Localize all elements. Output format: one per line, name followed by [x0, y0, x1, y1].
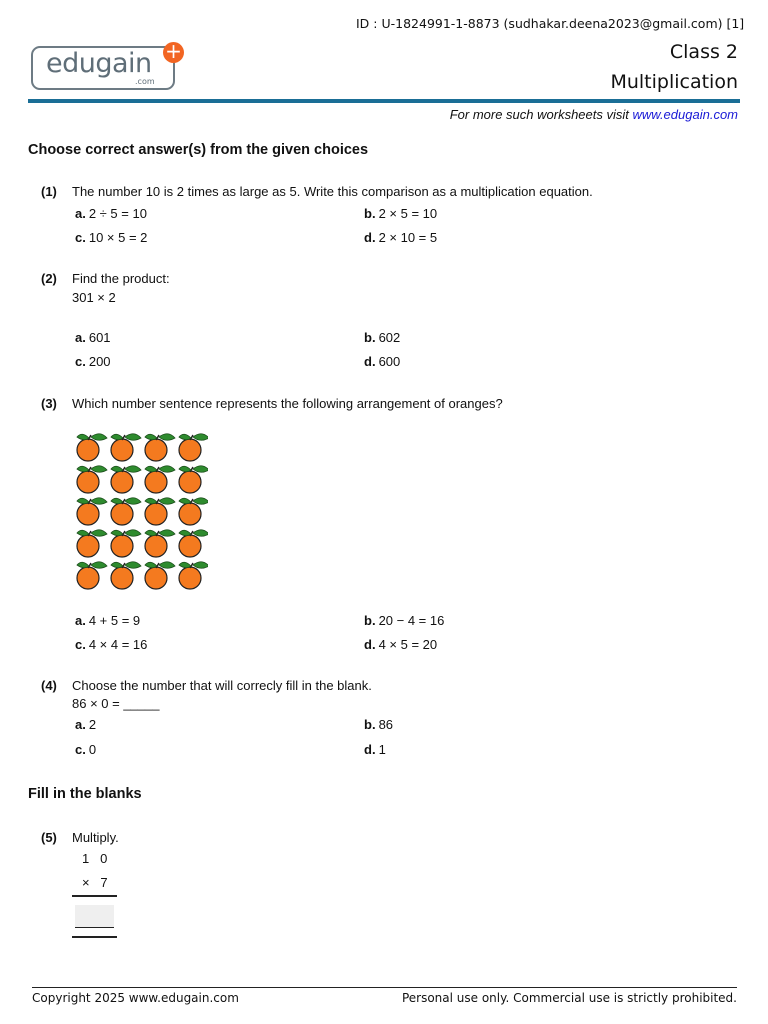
orange-icon — [111, 466, 141, 493]
option-a[interactable] — [75, 206, 147, 221]
option-label: b. — [364, 330, 376, 345]
class-label: Class 2 — [669, 41, 738, 63]
option-text: 86 — [378, 717, 394, 732]
orange-icon — [179, 434, 208, 461]
question-number: (4) — [41, 678, 57, 693]
option-label: c. — [75, 742, 86, 757]
option-label: d. — [364, 742, 376, 757]
question-text: Choose the number that will correcly fill in the blank. — [72, 678, 372, 693]
question-number: (3) — [41, 396, 57, 411]
option-label: c. — [75, 637, 86, 652]
question-expression: 86 × 0 = _____ — [72, 696, 160, 711]
option-a[interactable] — [75, 717, 96, 732]
orange-icon — [145, 498, 175, 525]
option-text: 601 — [88, 330, 111, 345]
answer-underline — [75, 927, 114, 928]
option-label: a. — [75, 206, 86, 221]
orange-icon — [179, 466, 208, 493]
orange-icon — [77, 562, 107, 589]
orange-icon — [145, 434, 175, 461]
orange-icon — [179, 562, 208, 589]
orange-icon — [77, 466, 107, 493]
option-b[interactable] — [364, 330, 400, 345]
option-d[interactable] — [364, 637, 437, 652]
option-label: b. — [364, 717, 376, 732]
question-text: Multiply. — [72, 830, 119, 845]
option-label: d. — [364, 354, 376, 369]
edugain-link[interactable]: www.edugain.com — [632, 107, 738, 122]
question-text: Find the product: — [72, 271, 170, 286]
option-text: 602 — [378, 330, 401, 345]
answer-input[interactable] — [75, 905, 114, 927]
option-text: 1 — [378, 742, 386, 757]
option-d[interactable] — [364, 742, 386, 757]
orange-icon — [77, 498, 107, 525]
orange-icon — [111, 562, 141, 589]
question-number: (2) — [41, 271, 57, 286]
orange-icon — [179, 498, 208, 525]
option-text: 600 — [378, 354, 401, 369]
option-label: c. — [75, 354, 86, 369]
option-text: 2 — [88, 717, 97, 732]
option-d[interactable] — [364, 354, 400, 369]
section-title-mcq: Choose correct answer(s) from the given choices — [28, 142, 369, 158]
question-number: (5) — [41, 830, 57, 845]
option-label: d. — [364, 230, 376, 245]
visit-prefix: For more such worksheets visit — [449, 107, 633, 122]
option-c[interactable] — [75, 742, 96, 757]
option-text: 10 × 5 = 2 — [88, 230, 148, 245]
footer-divider — [32, 987, 737, 988]
footer-copyright: Copyright 2025 www.edugain.com — [32, 991, 239, 1005]
logo-text: edugain — [46, 48, 152, 79]
visit-line — [450, 107, 738, 122]
option-text: 2 × 5 = 10 — [378, 206, 438, 221]
option-b[interactable] — [364, 613, 444, 628]
orange-icon — [145, 530, 175, 557]
option-text: 0 — [88, 742, 97, 757]
option-label: a. — [75, 613, 86, 628]
orange-icon — [111, 530, 141, 557]
orange-icon — [145, 562, 175, 589]
option-text: 2 × 10 = 5 — [378, 230, 438, 245]
header-divider — [28, 99, 740, 103]
orange-arrangement — [72, 432, 208, 592]
footer-notice: Personal use only. Commercial use is strictly prohibited. — [401, 991, 737, 1005]
option-c[interactable] — [75, 637, 147, 652]
question-text: Which number sentence represents the following arrangement of oranges? — [72, 396, 503, 411]
student-id-line: ID : U-1824991-1-8873 (sudhakar.deena2023@gmail.com) [1] — [356, 16, 745, 31]
option-text: 2 ÷ 5 = 10 — [88, 206, 147, 221]
orange-icon — [145, 466, 175, 493]
topic-title: Multiplication — [610, 71, 738, 93]
option-label: d. — [364, 637, 376, 652]
option-d[interactable] — [364, 230, 437, 245]
option-text: 4 × 4 = 16 — [88, 637, 148, 652]
orange-icon — [77, 434, 107, 461]
option-text: 4 + 5 = 9 — [88, 613, 141, 628]
option-text: 20 − 4 = 16 — [378, 613, 445, 628]
multiplier-row: × 7 — [82, 875, 108, 890]
option-b[interactable] — [364, 717, 393, 732]
product-line-top — [72, 895, 117, 897]
option-b[interactable] — [364, 206, 437, 221]
option-label: b. — [364, 206, 376, 221]
orange-icon — [77, 530, 107, 557]
logo-subtext: .com — [135, 77, 155, 86]
section-title-fill: Fill in the blanks — [28, 786, 142, 802]
orange-icon — [111, 434, 141, 461]
option-label: b. — [364, 613, 376, 628]
plus-icon: + — [163, 42, 184, 63]
option-text: 200 — [88, 354, 111, 369]
option-c[interactable] — [75, 354, 111, 369]
option-label: a. — [75, 717, 86, 732]
multiplicand-digits: 1 0 — [82, 851, 108, 866]
question-expression: 301 × 2 — [72, 290, 116, 305]
option-label: c. — [75, 230, 86, 245]
option-text: 4 × 5 = 20 — [378, 637, 438, 652]
orange-icon — [111, 498, 141, 525]
product-line-bottom — [72, 936, 117, 938]
question-number: (1) — [41, 184, 57, 199]
option-a[interactable] — [75, 330, 111, 345]
option-label: a. — [75, 330, 86, 345]
question-text: The number 10 is 2 times as large as 5. Write this comparison as a multiplication equation. — [72, 184, 593, 199]
option-a[interactable] — [75, 613, 140, 628]
option-c[interactable] — [75, 230, 147, 245]
orange-icon — [179, 530, 208, 557]
